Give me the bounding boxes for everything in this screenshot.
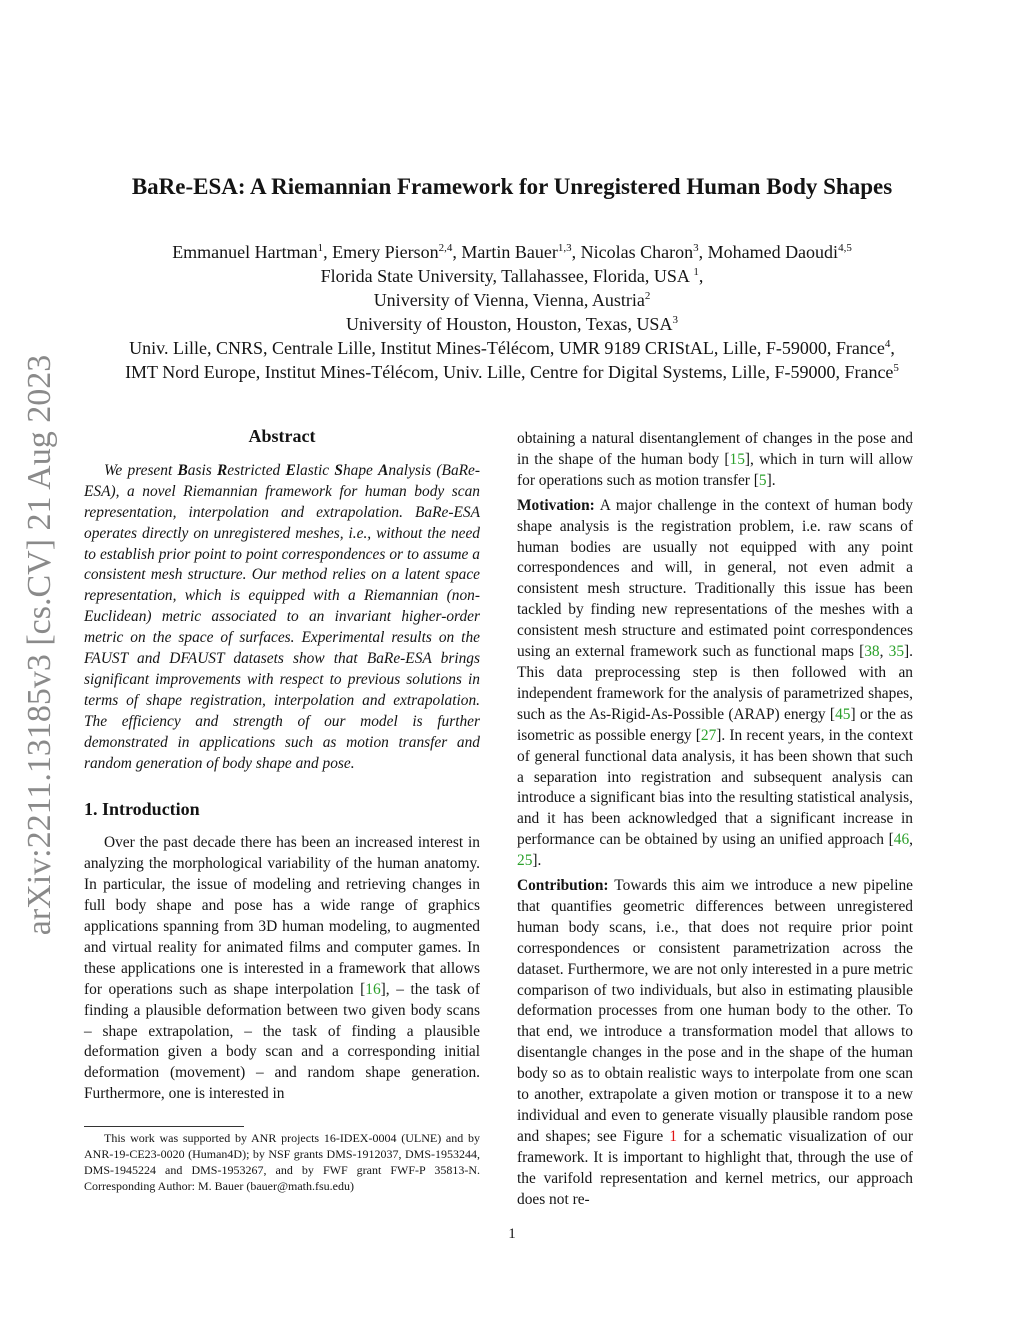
motivation-paragraph <box>517 496 913 872</box>
acronym-rest: estricted <box>227 461 286 479</box>
acronym-initial: A <box>378 461 389 479</box>
author-name: Mohamed Daoudi <box>707 242 839 262</box>
arxiv-id-text: arXiv:2211.13185v3 [cs.CV] 21 Aug 2023 <box>21 354 58 936</box>
contribution-text: Towards this aim we introduce a new pipeline that quantifies geometric differences between unregistered human body scans, i.e., that does not require prior point correspondences or consistent parametrization across the dataset. Furthermore, we are not only interested in a pure metric comparison of two individuals, but also in estimating plausible deformation processes from one human body to the other. To that end, we introduce a transformation model that allows to disentangle changes in the pose and in the shape of the human body so as to obtain realistic ways to interpolate from one scan to another, extrapolate a given motion or transpose it to a new individual and even to generate visually plausible random pose and shapes; see Figure 1 for a schematic visualization of our framework. It is important to highlight that, through the use of the varifold representation and kernel metrics, our approach does not re- <box>517 877 913 1208</box>
affiliation-text: IMT Nord Europe, Institut Mines-Télécom, Univ. Lille, Centre for Digital Systems, Lille, F-59000, France <box>125 362 894 382</box>
author-affiliation-mark: 3 <box>693 242 699 254</box>
affiliation <box>60 336 964 360</box>
motivation-text: A major challenge in the context of human body shape analysis is the registration problem, i.e. raw scans of human bodies are usually not equipped with any point correspondences and will, in general, not even admit a consistent mesh structure. Traditionally this issue has been tackled by finding new representations of the meshes with a consistent mesh structure and estimated point correspondences using an external framework such as functional maps [38, 35]. This data preprocessing step is then followed with an independent framework for the analysis of parametrized shapes, such as the As-Rigid-As-Possible (ARAP) energy [45] or the as isometric as possible energy [27]. In recent years, in the context of general functional data analysis, it has been shown that such a separation into registration and subsequent analysis can introduce a significant bias into the resulting statistical analysis, and it has been acknowledged that a significant increase in performance can be obtained by using an unified approach [46, 25]. <box>517 496 914 870</box>
citation-link[interactable]: 27 <box>700 726 717 744</box>
introduction-heading: 1. Introduction <box>84 798 200 819</box>
citation-link[interactable]: 25 <box>517 852 533 870</box>
contribution-paragraph <box>517 876 913 1211</box>
affiliation-mark: 5 <box>893 362 899 374</box>
acronym-initial: R <box>216 461 228 479</box>
abstract-lead: We present <box>104 461 178 479</box>
author-name: Emery Pierson <box>332 242 439 262</box>
citation-link[interactable]: 15 <box>729 450 745 468</box>
contribution-label: Contribution: <box>517 877 609 895</box>
affiliation-text: University of Vienna, Vienna, Austria <box>373 290 645 310</box>
affiliation-mark: 3 <box>672 314 678 326</box>
affiliation-text: Univ. Lille, CNRS, Centrale Lille, Institut Mines-Télécom, UMR 9189 CRIStAL, Lille, F-59000, France <box>129 338 885 358</box>
citation-link[interactable]: 45 <box>835 705 851 723</box>
acronym-initial: B <box>177 461 188 479</box>
page-number: 1 <box>508 1226 516 1242</box>
acronym-rest: asis <box>187 461 217 479</box>
paper-title: BaRe-ESA: A Riemannian Framework for Unregistered Human Body Shapes <box>131 174 893 199</box>
abstract-text <box>84 461 480 775</box>
citation-link[interactable]: 5 <box>758 471 767 489</box>
author-block <box>60 240 964 384</box>
affiliation-text: University of Houston, Houston, Texas, USA <box>346 314 673 334</box>
citation-link[interactable]: 46 <box>893 831 910 849</box>
intro-continuation: obtaining a natural disentanglement of changes in the pose and in the shape of the human body [15], which in turn will allow for operations such as motion transfer [5]. <box>517 430 913 489</box>
intro-paragraph: Over the past decade there has been an increased interest in analyzing the morphological variability of the human anatomy. In particular, the issue of modeling and retrieving changes in full body shape and pose has a wide range of graphics applications spanning from 3D human modeling, to augmented and virtual reality for animated films and computer games. In these applications one is interested in a framework that allows for operations such as shape interpolation [16], – the task of finding a plausible deformation between two given body scans – shape extrapolation, – the task of finding a plausible deformation given a body scan and a corresponding initial deformation (movement) – and random shape generation. Furthermore, one is interested in <box>84 834 480 1103</box>
acronym-initial: E <box>285 461 296 479</box>
acronym-rest: nalysis <box>388 461 432 479</box>
author-affiliation-mark: 1,3 <box>557 242 572 254</box>
citation-link[interactable]: 16 <box>365 980 381 998</box>
affiliation <box>60 312 964 336</box>
right-column <box>517 429 913 1211</box>
affiliation-mark: 2 <box>644 290 651 302</box>
figure-link[interactable]: 1 <box>669 1127 678 1145</box>
acronym-rest: hape <box>342 461 379 479</box>
affiliation-trail: , <box>698 266 704 286</box>
affiliation <box>60 288 964 312</box>
acronym-rest: lastic <box>295 461 335 479</box>
author-name: Nicolas Charon <box>580 242 694 262</box>
affiliation <box>60 264 964 288</box>
arxiv-identifier <box>10 345 70 945</box>
footnote: This work was supported by ANR projects 16-IDEX-0004 (ULNE) and by ANR-19-CE23-0020 (Human4D); by NSF grants DMS-1912037, DMS-1953244, DMS-1945224 and DMS-1953267, and by FWF grant FWF-P 35813-N. Corresponding Author: M. Bauer (bauer@math.fsu.edu) <box>84 1131 480 1193</box>
abstract-heading: Abstract <box>248 426 316 446</box>
citation-link[interactable]: 35 <box>888 643 905 661</box>
affiliation-mark: 4 <box>884 338 891 350</box>
left-column <box>84 426 480 1105</box>
affiliation <box>60 360 964 384</box>
author-affiliation-mark: 1 <box>317 242 324 254</box>
footnote-rule <box>84 1126 244 1127</box>
author-list: Emmanuel Hartman$^1$, Emery Pierson$^{2,4}$, Martin Bauer$^{1,3}$, Nicolas Charon$^3$, Mohamed Daoudi$^{4,5}$ <box>172 242 852 262</box>
citation-link[interactable]: 38 <box>864 643 880 661</box>
author-name: Martin Bauer <box>461 242 558 262</box>
motivation-label: Motivation: <box>517 496 595 514</box>
affiliation-mark: 1 <box>693 266 699 278</box>
affiliation-list <box>60 264 964 384</box>
affiliation-text: Florida State University, Tallahassee, Florida, USA <box>320 266 689 286</box>
author-affiliation-mark: 4,5 <box>838 242 852 254</box>
abstract-body: (BaRe-ESA), a novel Riemannian framework for human body scan representation, interpolation and extrapolation. BaRe-ESA operates directly on unregistered meshes, i.e., without the need to establish prior point to point correspondences or to assume a consistent mesh structure. Our method relies on a latent space representation, which is equipped with a Riemannian (non-Euclidean) metric associated to an invariant higher-order metric on the space of surfaces. Experimental results on the FAUST and DFAUST datasets show that BaRe-ESA brings significant improvements with respect to previous solutions in terms of shape registration, interpolation and extrapolation. The efficiency and strength of our model is further demonstrated in applications such as motion transfer and random generation of body shape and pose. <box>84 461 481 772</box>
author-affiliation-mark: 2,4 <box>438 242 453 254</box>
acronym-initial: S <box>334 461 343 479</box>
affiliation-trail: , <box>890 338 895 358</box>
author-name: Emmanuel Hartman <box>172 242 318 262</box>
